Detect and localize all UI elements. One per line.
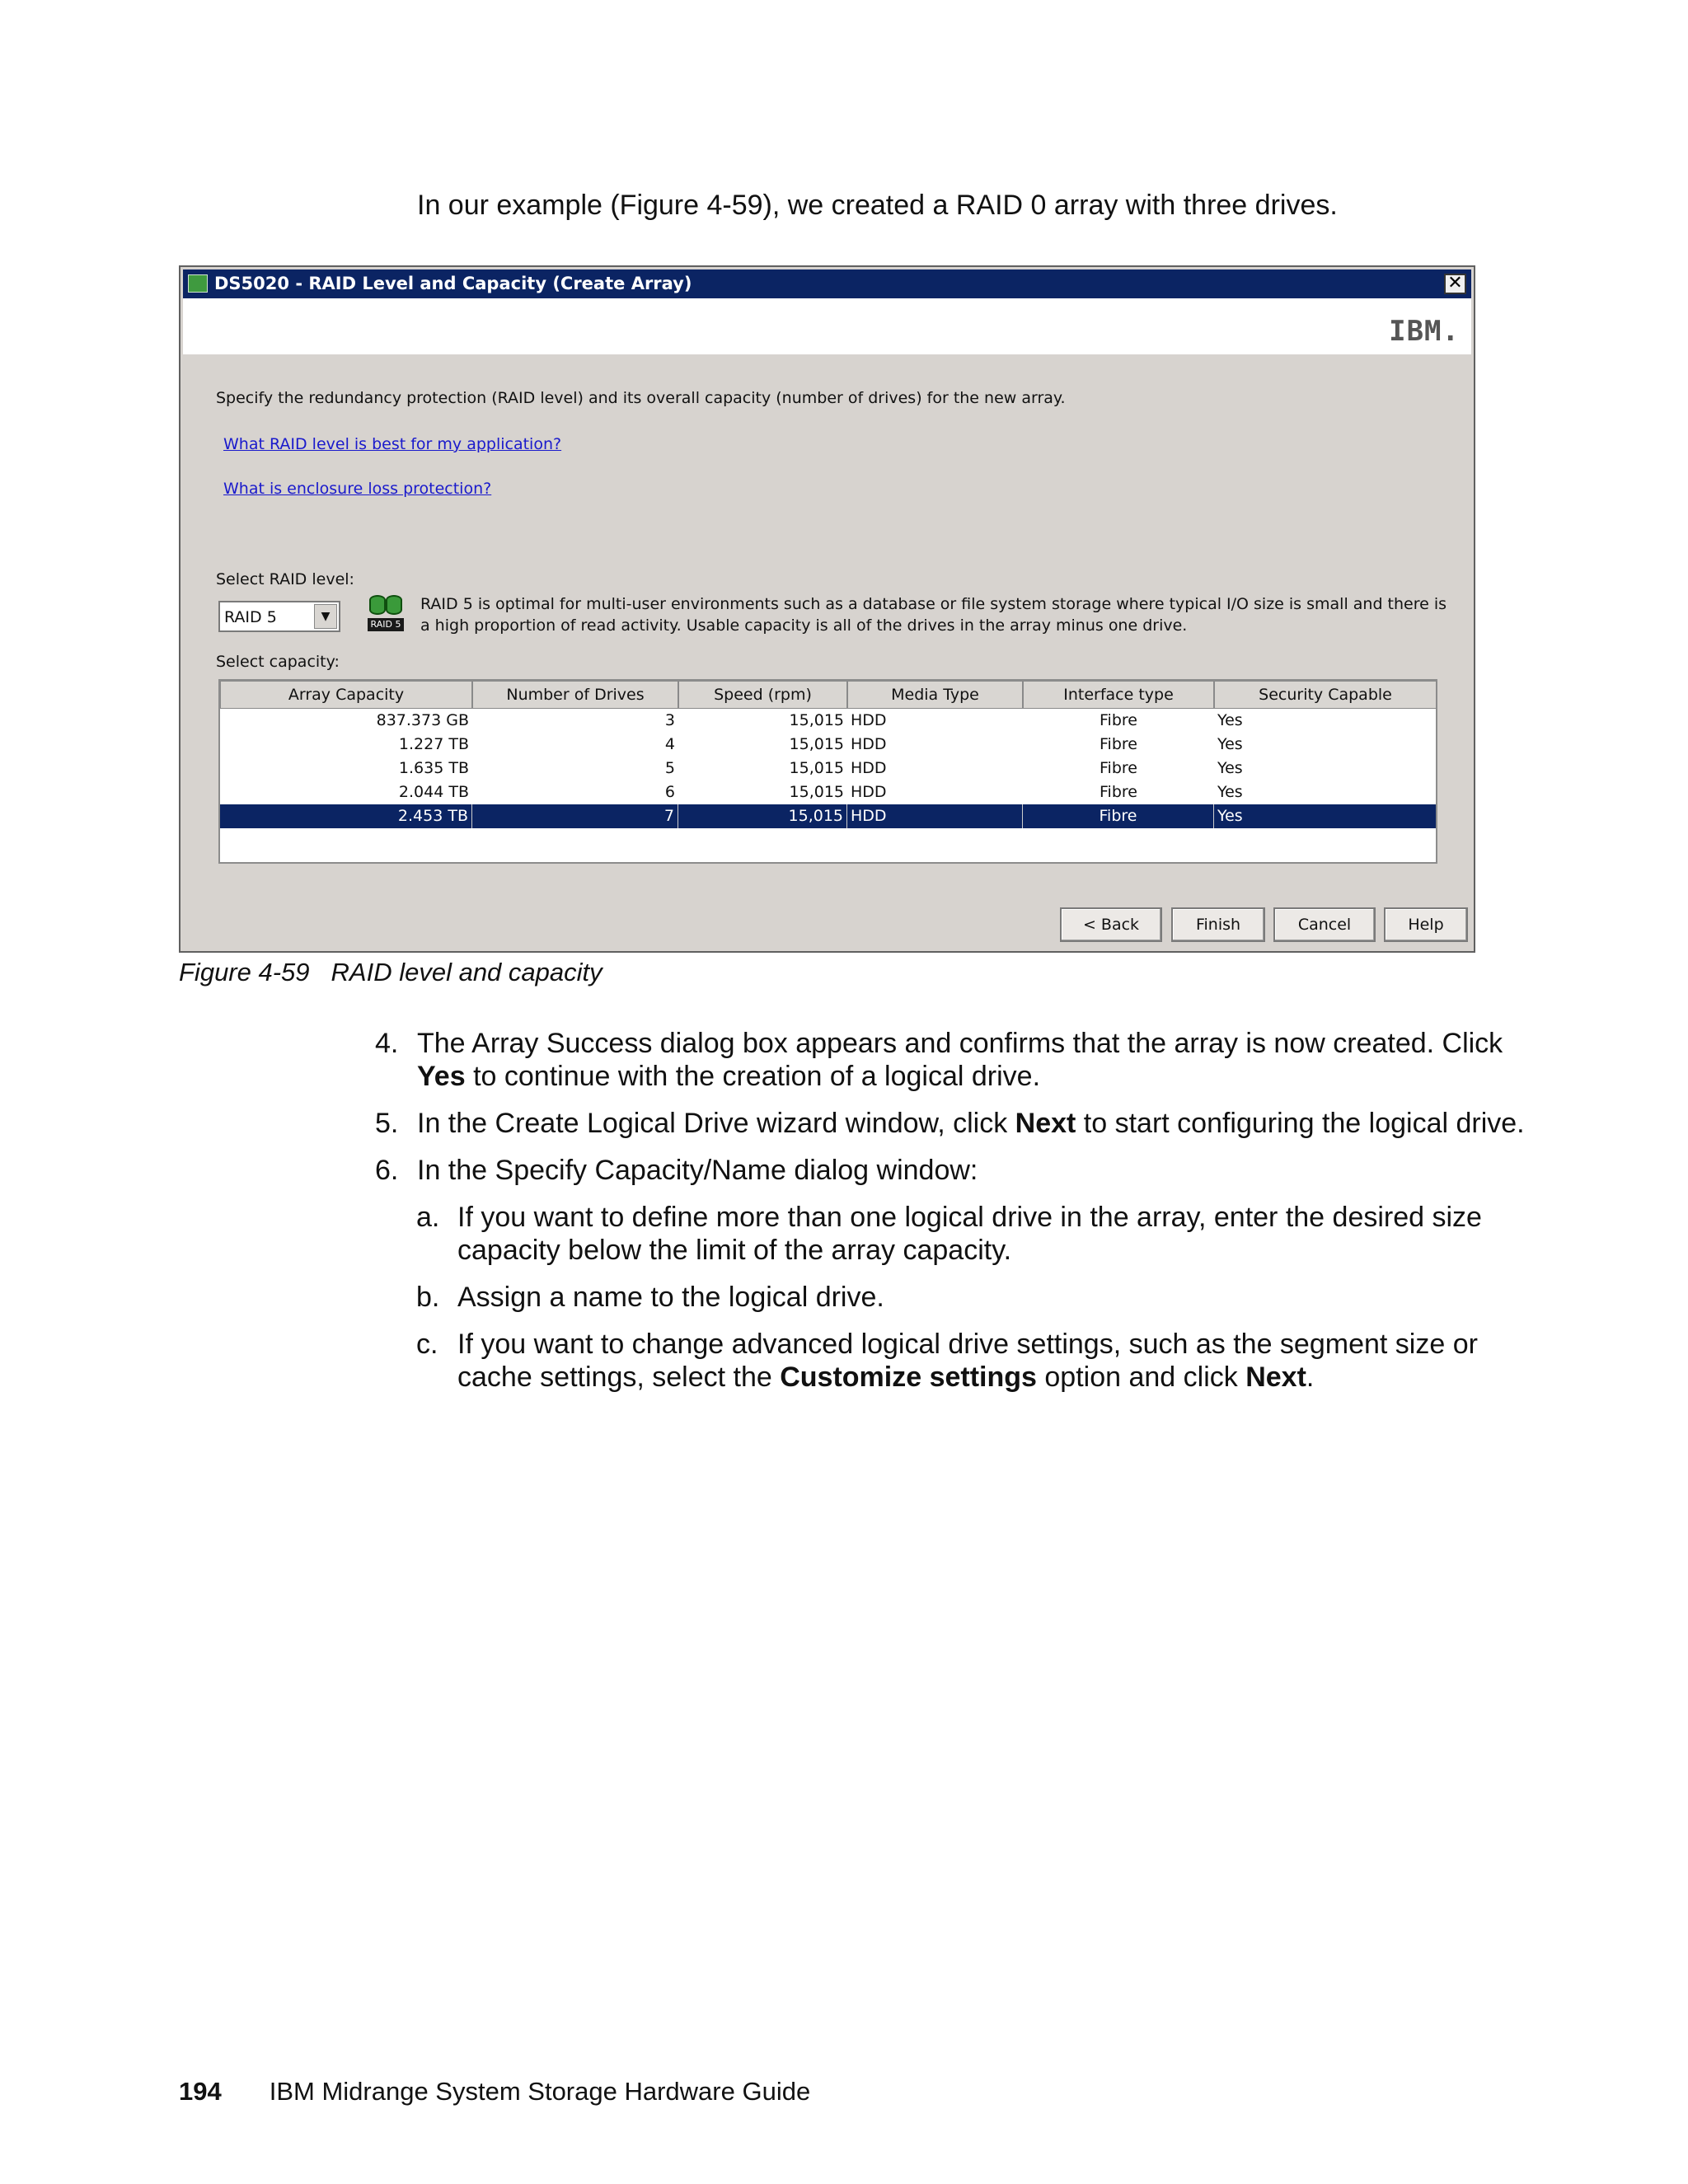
drive-cylinder-icon — [386, 595, 402, 615]
table-cell: HDD — [851, 735, 887, 753]
table-cell: 837.373 GB — [376, 711, 469, 729]
figure-caption — [179, 958, 603, 987]
raid-capacity-dialog — [179, 265, 1475, 953]
table-row[interactable] — [220, 733, 1436, 757]
table-row-selected[interactable] — [220, 804, 1436, 828]
intro-paragraph: In our example (Figure 4-59), we created a RAID 0 array with three drives. — [417, 190, 1338, 221]
table-cell: 15,015 — [789, 783, 844, 801]
chevron-down-icon[interactable]: ▼ — [314, 604, 337, 629]
table-cell: 15,015 — [789, 735, 844, 753]
step-text: If you want to change advanced logical drive settings, such as the segment size or cache settings, select the — [457, 1329, 1478, 1393]
step-number: 4. — [375, 1028, 399, 1059]
table-cell: Yes — [1217, 807, 1243, 825]
table-row[interactable] — [220, 780, 1436, 804]
step-5 — [375, 1107, 1529, 1140]
table-cell: 4 — [664, 735, 675, 753]
raid-drives-icon — [366, 593, 406, 635]
substep-letter: b. — [416, 1282, 440, 1313]
raid-level-select[interactable] — [218, 601, 340, 632]
step-number: 5. — [375, 1108, 399, 1139]
step-number: 6. — [375, 1155, 399, 1186]
substep-letter: c. — [416, 1329, 438, 1360]
table-cell: HDD — [851, 783, 887, 801]
ibm-logo: IBM. — [1389, 315, 1460, 348]
column-header[interactable]: Speed (rpm) — [678, 681, 847, 709]
step-text: In the Create Logical Drive wizard window, click — [417, 1108, 1015, 1139]
table-cell: Yes — [1217, 759, 1243, 777]
table-cell: Yes — [1217, 783, 1243, 801]
step-emphasis: Next — [1245, 1361, 1306, 1393]
page-footer — [179, 2077, 810, 2107]
close-button[interactable]: ✕ — [1444, 274, 1466, 294]
column-header[interactable]: Media Type — [847, 681, 1023, 709]
table-cell: HDD — [847, 804, 1023, 828]
step-emphasis: Next — [1015, 1108, 1076, 1139]
table-cell: 15,015 — [789, 711, 844, 729]
drive-cylinder-icon — [369, 595, 386, 615]
capacity-label: Select capacity: — [216, 653, 340, 671]
step-text: to continue with the creation of a logical drive. — [465, 1061, 1041, 1092]
table-cell: 3 — [664, 711, 675, 729]
substep-a — [375, 1201, 1529, 1267]
table-cell: Yes — [1217, 735, 1243, 753]
book-title: IBM Midrange System Storage Hardware Guide — [269, 2077, 811, 2106]
dialog-header-band — [183, 298, 1471, 354]
dialog-title: DS5020 - RAID Level and Capacity (Create Array) — [214, 274, 692, 293]
raid-level-label: Select RAID level: — [216, 570, 354, 588]
raid-icon-tag: RAID 5 — [368, 618, 404, 631]
step-4 — [375, 1027, 1529, 1093]
table-cell: 15,015 — [789, 759, 844, 777]
capacity-table — [218, 679, 1437, 864]
table-cell: 1.227 TB — [398, 735, 469, 753]
table-cell: Fibre — [1023, 804, 1214, 828]
table-cell: 7 — [472, 804, 678, 828]
table-cell: 2.453 TB — [220, 804, 472, 828]
step-text: . — [1306, 1361, 1315, 1393]
figure-number: Figure 4-59 — [179, 958, 310, 987]
table-cell: 5 — [664, 759, 675, 777]
enclosure-loss-help-link[interactable]: What is enclosure loss protection? — [223, 480, 492, 498]
table-cell: Fibre — [1100, 783, 1137, 801]
step-text: to start configuring the logical drive. — [1076, 1108, 1525, 1139]
table-cell: HDD — [851, 711, 887, 729]
table-row[interactable] — [220, 709, 1436, 733]
finish-button[interactable]: Finish — [1171, 907, 1265, 942]
raid-level-help-link[interactable]: What RAID level is best for my application? — [223, 435, 562, 453]
substep-letter: a. — [416, 1202, 440, 1233]
step-6 — [375, 1154, 1529, 1187]
dialog-description: Specify the redundancy protection (RAID level) and its overall capacity (number of drives) for the new array. — [216, 389, 1066, 407]
column-header[interactable]: Interface type — [1023, 681, 1214, 709]
table-cell: 2.044 TB — [398, 783, 469, 801]
column-header[interactable]: Security Capable — [1214, 681, 1437, 709]
table-cell: HDD — [851, 759, 887, 777]
table-cell: 1.635 TB — [398, 759, 469, 777]
table-cell: 6 — [664, 783, 675, 801]
raid-level-value: RAID 5 — [224, 608, 277, 626]
table-cell: Yes — [1217, 711, 1243, 729]
back-button[interactable]: < Back — [1060, 907, 1162, 942]
table-cell: Fibre — [1100, 759, 1137, 777]
table-row[interactable] — [220, 757, 1436, 780]
steps-list — [375, 1027, 1529, 1408]
substep-b — [375, 1281, 1529, 1314]
step-text: The Array Success dialog box appears and confirms that the array is now created. Click — [417, 1028, 1503, 1059]
step-emphasis: Customize settings — [780, 1361, 1037, 1393]
step-text: If you want to define more than one logical drive in the array, enter the desired size capacity below the limit of the array capacity. — [457, 1202, 1482, 1266]
step-emphasis: Yes — [417, 1061, 466, 1092]
column-header[interactable]: Array Capacity — [220, 681, 472, 709]
step-text: Assign a name to the logical drive. — [457, 1282, 884, 1313]
step-text: option and click — [1036, 1361, 1246, 1393]
app-icon — [188, 274, 208, 293]
page-number: 194 — [179, 2077, 222, 2106]
figure-title: RAID level and capacity — [331, 958, 603, 987]
table-cell: 15,015 — [678, 804, 847, 828]
step-text: In the Specify Capacity/Name dialog window: — [417, 1155, 978, 1186]
dialog-titlebar — [183, 269, 1471, 298]
substep-c — [375, 1328, 1529, 1394]
table-header — [220, 681, 1436, 709]
help-button[interactable]: Help — [1384, 907, 1468, 942]
cancel-button[interactable]: Cancel — [1273, 907, 1376, 942]
column-header[interactable]: Number of Drives — [472, 681, 678, 709]
raid-level-description: RAID 5 is optimal for multi-user environments such as a database or file system storage where typical I/O size is small and there is a high proportion of read activity. Usable capacity is all of the drives in the array minus one drive. — [420, 595, 1447, 635]
table-cell: Fibre — [1100, 711, 1137, 729]
table-cell: Fibre — [1100, 735, 1137, 753]
